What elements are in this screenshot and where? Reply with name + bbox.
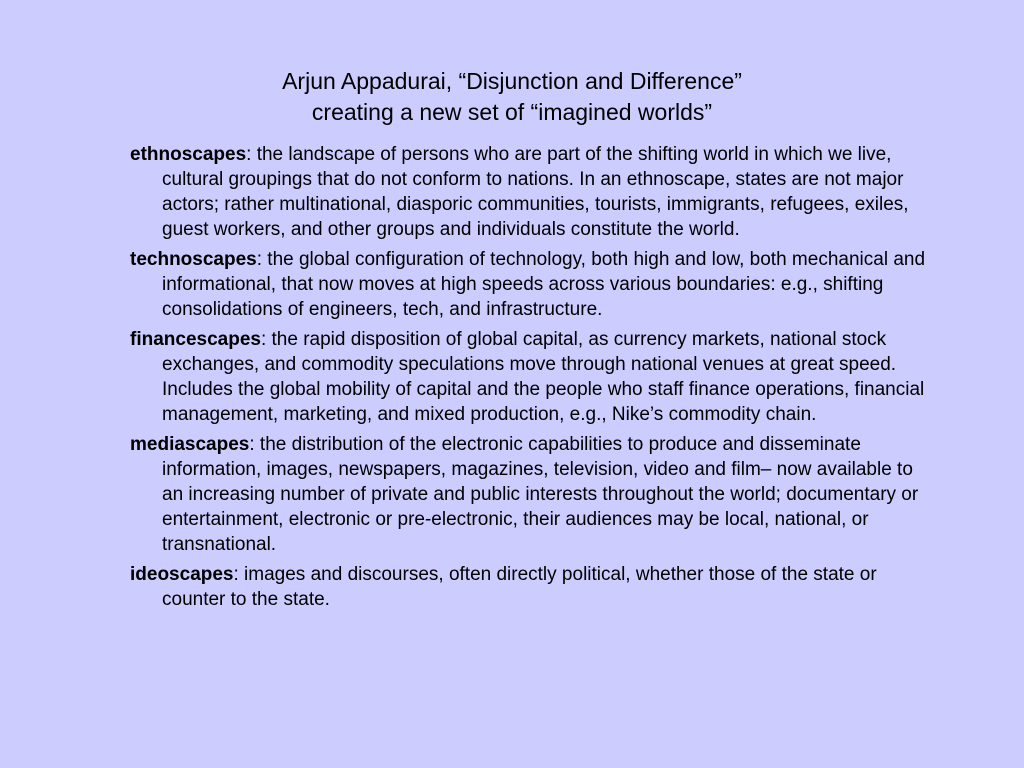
term-name: mediascapes (130, 434, 250, 455)
title-line-2: creating a new set of “imagined worlds” (311, 99, 713, 125)
term-name: ideoscapes (130, 564, 234, 585)
term-definition: : the rapid disposition of global capital, as currency markets, national stock exchanges, and commodity speculations move through national venues at great speed. Includes the global mobility of capital and the people who staff finance operations, financial management, marketing, and mixed production, e.g., Nike’s commodity chain. (162, 329, 925, 425)
term-definition: : images and discourses, often directly political, whether those of the state or counter to the state. (162, 564, 877, 610)
term-definition: : the global configuration of technology, both high and low, both mechanical and informational, that now moves at high speeds across various boundaries: e.g., shifting consolidations of engineers, tech, and infrastructure. (162, 249, 926, 320)
term-ideoscapes (130, 562, 930, 612)
term-financescapes (130, 327, 930, 427)
term-name: ethnoscapes (130, 144, 247, 165)
term-definition: : the landscape of persons who are part of the shifting world in which we live, cultural groupings that do not conform to nations. In an ethnoscape, states are not major actors; rather multinational, diasporic communities, tourists, immigrants, refugees, exiles, guest workers, and other groups and individuals constitute the world. (162, 144, 909, 240)
title-line-1: Arjun Appadurai, “Disjunction and Difference” (282, 68, 742, 94)
slide-title (0, 66, 1024, 128)
term-ethnoscapes (130, 142, 930, 242)
term-name: financescapes (130, 329, 261, 350)
term-definition: : the distribution of the electronic capabilities to produce and disseminate information, images, newspapers, magazines, television, video and film– now available to an increasing number of private and public interests throughout the world; documentary or entertainment, electronic or pre-electronic, their audiences may be local, national, or transnational. (162, 434, 919, 555)
terms-list (130, 142, 930, 617)
term-technoscapes (130, 247, 930, 322)
term-name: technoscapes (130, 249, 257, 270)
term-mediascapes (130, 432, 930, 557)
